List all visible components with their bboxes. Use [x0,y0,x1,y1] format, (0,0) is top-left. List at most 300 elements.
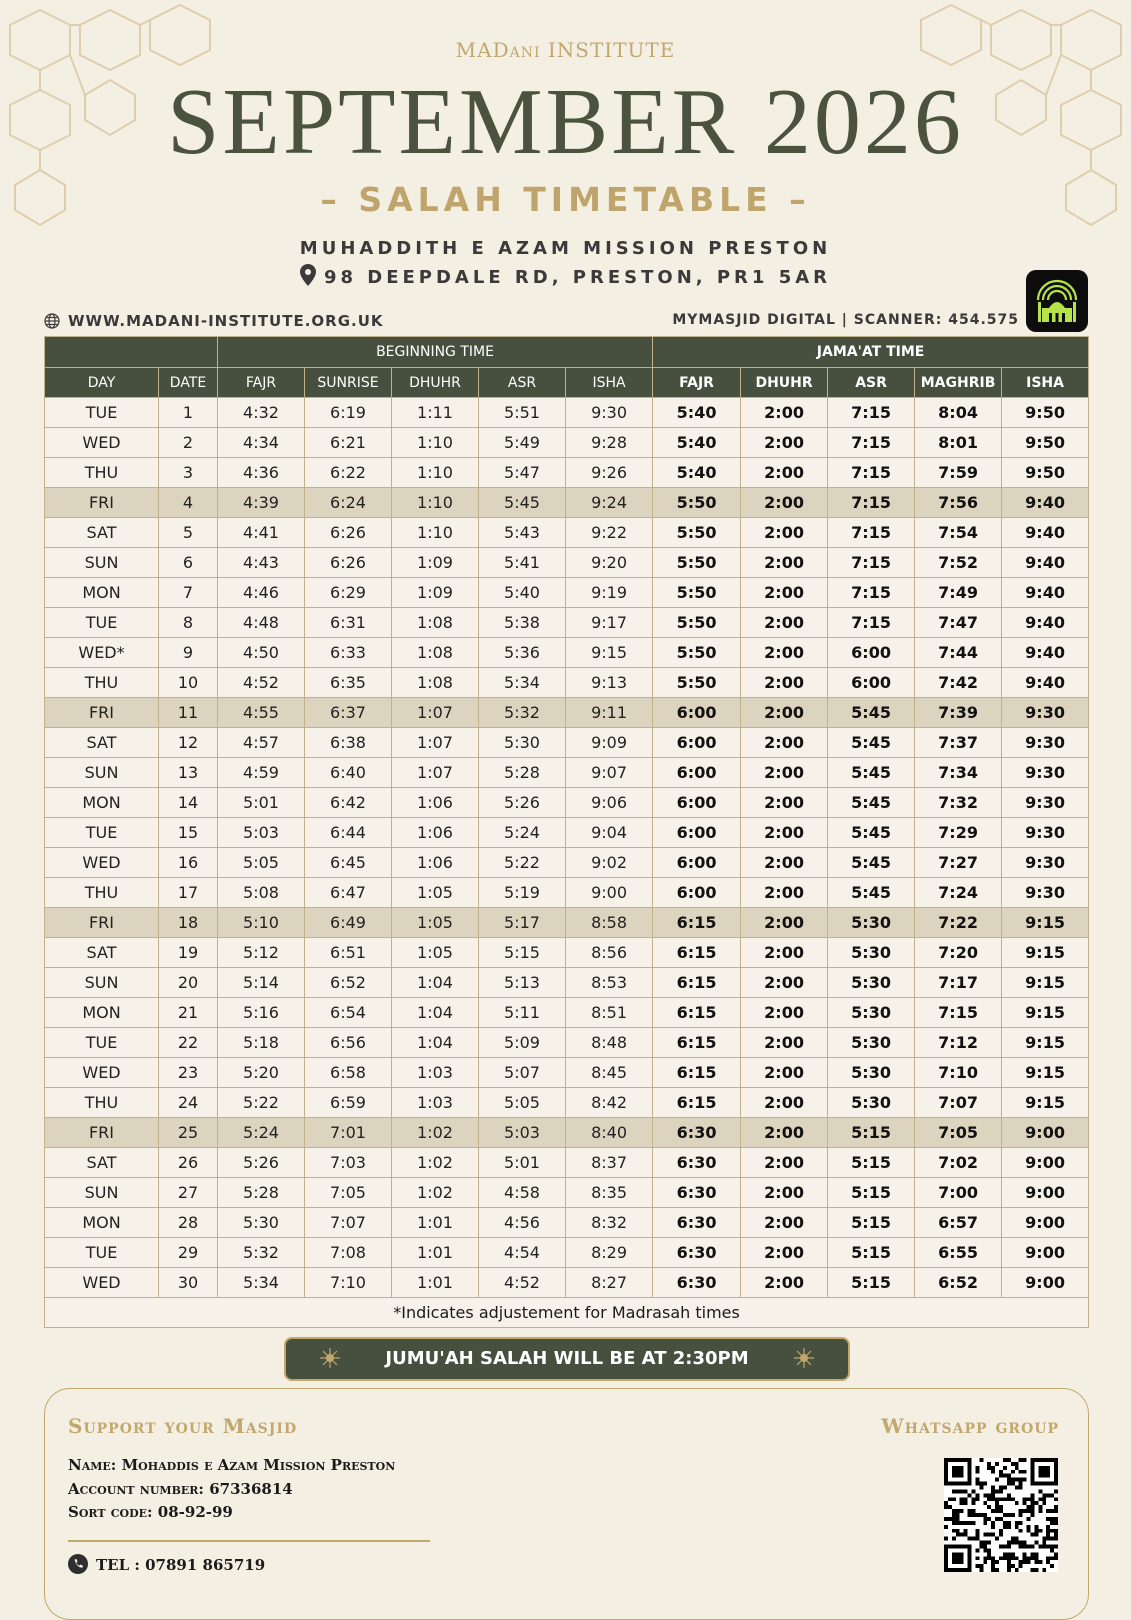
cell-fajr-jamaat: 6:30 [653,1148,741,1178]
timetable-subtitle: – SALAH TIMETABLE – [320,180,811,219]
sun-ornament-icon [320,1348,340,1368]
cell-asr: 4:52 [479,1268,566,1298]
cell-fajr: 5:34 [218,1268,305,1298]
cell-fajr: 5:16 [218,998,305,1028]
cell-isha: 9:20 [566,548,653,578]
cell-fajr: 5:30 [218,1208,305,1238]
cell-fajr: 5:24 [218,1118,305,1148]
cell-fajr-jamaat: 6:30 [653,1238,741,1268]
cell-maghrib-jamaat: 7:32 [915,788,1002,818]
cell-fajr-jamaat: 5:40 [653,458,741,488]
cell-sunrise: 6:19 [305,398,392,428]
cell-asr: 5:45 [479,488,566,518]
cell-isha-jamaat: 9:30 [1002,848,1089,878]
cell-sunrise: 6:45 [305,848,392,878]
cell-maghrib-jamaat: 7:22 [915,908,1002,938]
cell-fajr-jamaat: 6:15 [653,998,741,1028]
cell-dhuhr-jamaat: 2:00 [741,1148,828,1178]
cell-day: WED [45,848,159,878]
cell-asr: 5:19 [479,878,566,908]
cell-fajr: 4:50 [218,638,305,668]
cell-dhuhr-jamaat: 2:00 [741,1028,828,1058]
cell-fajr: 4:48 [218,608,305,638]
cell-fajr: 5:28 [218,1178,305,1208]
cell-fajr: 5:05 [218,848,305,878]
cell-asr: 5:24 [479,818,566,848]
table-row [45,518,1089,548]
cell-maghrib-jamaat: 7:00 [915,1178,1002,1208]
cell-asr: 5:40 [479,578,566,608]
cell-dhuhr: 1:03 [392,1088,479,1118]
cell-date: 1 [159,398,218,428]
table-row [45,458,1089,488]
cell-maghrib-jamaat: 7:56 [915,488,1002,518]
cell-isha: 9:09 [566,728,653,758]
cell-dhuhr: 1:07 [392,698,479,728]
cell-isha-jamaat: 9:30 [1002,788,1089,818]
telephone[interactable] [68,1554,265,1574]
cell-date: 8 [159,608,218,638]
cell-sunrise: 6:42 [305,788,392,818]
cell-fajr-jamaat: 5:50 [653,518,741,548]
cell-asr: 5:47 [479,458,566,488]
cell-dhuhr-jamaat: 2:00 [741,698,828,728]
table-row [45,1088,1089,1118]
cell-date: 30 [159,1268,218,1298]
table-row [45,578,1089,608]
cell-maghrib-jamaat: 7:47 [915,608,1002,638]
cell-maghrib-jamaat: 6:55 [915,1238,1002,1268]
cell-day: SAT [45,1148,159,1178]
cell-day: FRI [45,908,159,938]
cell-asr: 5:17 [479,908,566,938]
column-header-isha-beginning: ISHA [566,368,653,398]
cell-isha: 8:35 [566,1178,653,1208]
table-row [45,1058,1089,1088]
cell-fajr-jamaat: 6:00 [653,698,741,728]
cell-maghrib-jamaat: 7:44 [915,638,1002,668]
cell-asr: 5:26 [479,788,566,818]
cell-asr-jamaat: 5:15 [828,1268,915,1298]
cell-asr: 5:22 [479,848,566,878]
cell-asr-jamaat: 5:45 [828,698,915,728]
cell-sunrise: 7:08 [305,1238,392,1268]
cell-maghrib-jamaat: 7:27 [915,848,1002,878]
column-header-sunrise-beginning: SUNRISE [305,368,392,398]
cell-sunrise: 6:49 [305,908,392,938]
cell-dhuhr-jamaat: 2:00 [741,818,828,848]
support-title: Support your Masjid [68,1414,298,1438]
cell-day: SUN [45,1178,159,1208]
column-header-isha-jamaat: ISHA [1002,368,1089,398]
cell-dhuhr-jamaat: 2:00 [741,968,828,998]
cell-day: WED [45,1058,159,1088]
cell-date: 14 [159,788,218,818]
cell-day: FRI [45,698,159,728]
cell-maghrib-jamaat: 7:02 [915,1148,1002,1178]
cell-maghrib-jamaat: 7:29 [915,818,1002,848]
cell-isha-jamaat: 9:40 [1002,548,1089,578]
cell-asr-jamaat: 5:30 [828,1058,915,1088]
cell-isha-jamaat: 9:40 [1002,668,1089,698]
cell-dhuhr-jamaat: 2:00 [741,938,828,968]
cell-date: 2 [159,428,218,458]
cell-dhuhr: 1:08 [392,638,479,668]
cell-date: 7 [159,578,218,608]
cell-date: 20 [159,968,218,998]
cell-isha: 9:22 [566,518,653,548]
table-row [45,608,1089,638]
cell-fajr-jamaat: 6:00 [653,758,741,788]
website-link[interactable] [44,312,384,330]
cell-fajr: 5:12 [218,938,305,968]
column-header-date: DATE [159,368,218,398]
cell-maghrib-jamaat: 7:54 [915,518,1002,548]
cell-fajr-jamaat: 6:30 [653,1118,741,1148]
cell-day: THU [45,668,159,698]
cell-date: 19 [159,938,218,968]
cell-asr: 5:09 [479,1028,566,1058]
cell-fajr: 5:03 [218,818,305,848]
cell-fajr-jamaat: 6:00 [653,728,741,758]
cell-maghrib-jamaat: 7:52 [915,548,1002,578]
cell-maghrib-jamaat: 7:34 [915,758,1002,788]
cell-fajr: 5:20 [218,1058,305,1088]
column-header-fajr-beginning: FAJR [218,368,305,398]
cell-sunrise: 6:58 [305,1058,392,1088]
cell-fajr-jamaat: 5:40 [653,428,741,458]
cell-isha: 9:28 [566,428,653,458]
group-beginning-time: BEGINNING TIME [218,337,653,368]
cell-date: 22 [159,1028,218,1058]
cell-asr-jamaat: 6:00 [828,638,915,668]
cell-fajr-jamaat: 6:30 [653,1178,741,1208]
mosque-app-icon [1026,270,1088,332]
cell-date: 6 [159,548,218,578]
cell-fajr: 5:32 [218,1238,305,1268]
cell-isha: 9:24 [566,488,653,518]
cell-asr: 5:51 [479,398,566,428]
address-text: 98 DEEPDALE RD, PRESTON, PR1 5AR [323,267,832,288]
column-header-asr-jamaat: ASR [828,368,915,398]
globe-icon [44,313,60,329]
cell-isha: 8:56 [566,938,653,968]
cell-asr: 4:58 [479,1178,566,1208]
scanner-info: MYMASJID DIGITAL | SCANNER: 454.575 [672,312,1019,328]
table-row [45,1118,1089,1148]
cell-asr-jamaat: 5:45 [828,818,915,848]
cell-isha-jamaat: 9:30 [1002,878,1089,908]
cell-asr-jamaat: 7:15 [828,608,915,638]
cell-dhuhr: 1:10 [392,488,479,518]
cell-sunrise: 7:03 [305,1148,392,1178]
cell-maghrib-jamaat: 7:15 [915,998,1002,1028]
institute-brand: MADani INSTITUTE [455,38,676,62]
cell-isha: 9:19 [566,578,653,608]
cell-sunrise: 6:29 [305,578,392,608]
cell-isha-jamaat: 9:15 [1002,1028,1089,1058]
cell-asr-jamaat: 5:30 [828,1028,915,1058]
column-header-asr-beginning: ASR [479,368,566,398]
cell-asr-jamaat: 5:45 [828,848,915,878]
cell-date: 12 [159,728,218,758]
cell-isha-jamaat: 9:50 [1002,458,1089,488]
cell-dhuhr: 1:08 [392,668,479,698]
table-row [45,1028,1089,1058]
cell-dhuhr: 1:01 [392,1238,479,1268]
cell-asr-jamaat: 5:15 [828,1178,915,1208]
cell-maghrib-jamaat: 7:10 [915,1058,1002,1088]
cell-isha: 9:06 [566,788,653,818]
cell-sunrise: 6:21 [305,428,392,458]
cell-isha-jamaat: 9:40 [1002,608,1089,638]
cell-isha-jamaat: 9:15 [1002,1058,1089,1088]
cell-dhuhr-jamaat: 2:00 [741,578,828,608]
cell-date: 23 [159,1058,218,1088]
cell-dhuhr-jamaat: 2:00 [741,638,828,668]
cell-asr: 5:38 [479,608,566,638]
cell-isha: 9:00 [566,878,653,908]
cell-day: FRI [45,1118,159,1148]
cell-isha-jamaat: 9:00 [1002,1148,1089,1178]
table-row [45,548,1089,578]
cell-asr-jamaat: 5:45 [828,728,915,758]
cell-asr-jamaat: 7:15 [828,548,915,578]
cell-fajr-jamaat: 5:50 [653,548,741,578]
cell-dhuhr: 1:06 [392,788,479,818]
cell-dhuhr-jamaat: 2:00 [741,848,828,878]
cell-fajr: 5:10 [218,908,305,938]
support-divider [68,1540,430,1542]
cell-sunrise: 6:33 [305,638,392,668]
cell-isha-jamaat: 9:30 [1002,728,1089,758]
cell-asr-jamaat: 5:30 [828,908,915,938]
table-row [45,638,1089,668]
column-header-fajr-jamaat: FAJR [653,368,741,398]
cell-maghrib-jamaat: 7:42 [915,668,1002,698]
cell-dhuhr: 1:07 [392,728,479,758]
cell-date: 11 [159,698,218,728]
header-blank [45,337,218,368]
cell-dhuhr: 1:04 [392,968,479,998]
cell-day: MON [45,788,159,818]
cell-date: 10 [159,668,218,698]
cell-sunrise: 6:59 [305,1088,392,1118]
cell-asr: 5:32 [479,698,566,728]
cell-isha: 8:51 [566,998,653,1028]
column-header-day: DAY [45,368,159,398]
cell-isha: 9:11 [566,698,653,728]
cell-dhuhr: 1:04 [392,998,479,1028]
cell-fajr: 4:46 [218,578,305,608]
cell-fajr-jamaat: 6:15 [653,938,741,968]
cell-asr-jamaat: 5:45 [828,788,915,818]
cell-isha: 8:45 [566,1058,653,1088]
cell-day: SUN [45,968,159,998]
cell-maghrib-jamaat: 7:39 [915,698,1002,728]
table-row [45,668,1089,698]
cell-fajr: 5:26 [218,1148,305,1178]
cell-isha-jamaat: 9:15 [1002,968,1089,998]
cell-asr: 5:07 [479,1058,566,1088]
cell-dhuhr-jamaat: 2:00 [741,758,828,788]
cell-isha-jamaat: 9:00 [1002,1178,1089,1208]
cell-dhuhr: 1:01 [392,1268,479,1298]
cell-isha: 9:26 [566,458,653,488]
cell-dhuhr: 1:05 [392,938,479,968]
website-text: WWW.MADANI-INSTITUTE.ORG.UK [68,312,384,330]
cell-maghrib-jamaat: 8:01 [915,428,1002,458]
table-row [45,1238,1089,1268]
footnote: *Indicates adjustement for Madrasah times [45,1298,1089,1328]
cell-day: MON [45,1208,159,1238]
cell-dhuhr-jamaat: 2:00 [741,668,828,698]
cell-asr: 5:28 [479,758,566,788]
cell-sunrise: 6:54 [305,998,392,1028]
cell-asr-jamaat: 5:45 [828,878,915,908]
cell-asr: 5:49 [479,428,566,458]
cell-fajr-jamaat: 6:15 [653,1088,741,1118]
cell-isha: 8:29 [566,1238,653,1268]
cell-day: TUE [45,608,159,638]
cell-fajr: 4:43 [218,548,305,578]
cell-maghrib-jamaat: 6:52 [915,1268,1002,1298]
cell-date: 4 [159,488,218,518]
cell-fajr: 4:41 [218,518,305,548]
table-row [45,1148,1089,1178]
group-jamaat-time: JAMA'AT TIME [653,337,1089,368]
cell-isha: 9:30 [566,398,653,428]
cell-day: WED* [45,638,159,668]
cell-isha: 8:40 [566,1118,653,1148]
cell-day: MON [45,578,159,608]
table-row [45,698,1089,728]
cell-sunrise: 6:44 [305,818,392,848]
cell-dhuhr-jamaat: 2:00 [741,788,828,818]
cell-fajr: 4:55 [218,698,305,728]
cell-day: TUE [45,1028,159,1058]
cell-dhuhr-jamaat: 2:00 [741,548,828,578]
cell-isha: 8:32 [566,1208,653,1238]
cell-maghrib-jamaat: 7:20 [915,938,1002,968]
cell-day: SAT [45,518,159,548]
qr-code-icon[interactable] [944,1458,1058,1572]
cell-isha-jamaat: 9:40 [1002,638,1089,668]
cell-dhuhr-jamaat: 2:00 [741,878,828,908]
cell-isha: 9:15 [566,638,653,668]
cell-isha: 9:17 [566,608,653,638]
cell-isha-jamaat: 9:00 [1002,1268,1089,1298]
cell-isha-jamaat: 9:00 [1002,1118,1089,1148]
cell-fajr: 4:36 [218,458,305,488]
cell-maghrib-jamaat: 7:49 [915,578,1002,608]
cell-fajr: 4:34 [218,428,305,458]
table-row [45,908,1089,938]
cell-maghrib-jamaat: 7:05 [915,1118,1002,1148]
cell-asr-jamaat: 7:15 [828,578,915,608]
cell-date: 5 [159,518,218,548]
table-row [45,1178,1089,1208]
cell-day: WED [45,428,159,458]
cell-dhuhr-jamaat: 2:00 [741,1118,828,1148]
cell-sunrise: 6:26 [305,548,392,578]
cell-dhuhr-jamaat: 2:00 [741,518,828,548]
cell-sunrise: 6:31 [305,608,392,638]
cell-asr: 5:15 [479,938,566,968]
table-row [45,788,1089,818]
cell-sunrise: 6:37 [305,698,392,728]
column-header-dhuhr-jamaat: DHUHR [741,368,828,398]
cell-date: 13 [159,758,218,788]
mosque-name: MUHADDITH E AZAM MISSION PRESTON [299,238,832,259]
cell-isha-jamaat: 9:15 [1002,998,1089,1028]
cell-fajr-jamaat: 6:00 [653,848,741,878]
cell-fajr-jamaat: 6:30 [653,1268,741,1298]
cell-asr-jamaat: 5:30 [828,1088,915,1118]
table-row [45,938,1089,968]
cell-isha-jamaat: 9:40 [1002,578,1089,608]
cell-dhuhr-jamaat: 2:00 [741,428,828,458]
cell-dhuhr: 1:08 [392,608,479,638]
cell-asr: 4:56 [479,1208,566,1238]
cell-fajr: 5:14 [218,968,305,998]
cell-fajr-jamaat: 6:30 [653,1208,741,1238]
cell-dhuhr-jamaat: 2:00 [741,908,828,938]
cell-day: SAT [45,938,159,968]
cell-asr: 5:03 [479,1118,566,1148]
cell-date: 15 [159,818,218,848]
cell-maghrib-jamaat: 7:24 [915,878,1002,908]
cell-isha-jamaat: 9:50 [1002,428,1089,458]
cell-day: MON [45,998,159,1028]
cell-fajr: 4:39 [218,488,305,518]
cell-dhuhr-jamaat: 2:00 [741,728,828,758]
cell-day: SUN [45,548,159,578]
cell-dhuhr-jamaat: 2:00 [741,398,828,428]
cell-sunrise: 6:22 [305,458,392,488]
cell-asr-jamaat: 7:15 [828,518,915,548]
cell-fajr: 4:59 [218,758,305,788]
cell-asr-jamaat: 5:30 [828,968,915,998]
cell-isha: 9:02 [566,848,653,878]
cell-isha: 8:53 [566,968,653,998]
account-number: Account number: 67336814 [68,1480,293,1498]
cell-day: THU [45,878,159,908]
cell-asr-jamaat: 7:15 [828,458,915,488]
column-header-maghrib-jamaat: MAGHRIB [915,368,1002,398]
cell-asr: 5:43 [479,518,566,548]
cell-dhuhr-jamaat: 2:00 [741,1058,828,1088]
cell-fajr-jamaat: 6:15 [653,908,741,938]
cell-sunrise: 6:56 [305,1028,392,1058]
cell-dhuhr-jamaat: 2:00 [741,1208,828,1238]
cell-sunrise: 6:35 [305,668,392,698]
cell-dhuhr: 1:02 [392,1178,479,1208]
cell-date: 17 [159,878,218,908]
table-row [45,998,1089,1028]
cell-dhuhr: 1:06 [392,848,479,878]
cell-asr-jamaat: 7:15 [828,488,915,518]
cell-asr: 5:13 [479,968,566,998]
cell-date: 28 [159,1208,218,1238]
cell-date: 24 [159,1088,218,1118]
cell-isha-jamaat: 9:30 [1002,758,1089,788]
cell-asr-jamaat: 5:45 [828,758,915,788]
cell-date: 3 [159,458,218,488]
cell-fajr: 4:52 [218,668,305,698]
cell-sunrise: 6:47 [305,878,392,908]
cell-fajr-jamaat: 6:00 [653,788,741,818]
